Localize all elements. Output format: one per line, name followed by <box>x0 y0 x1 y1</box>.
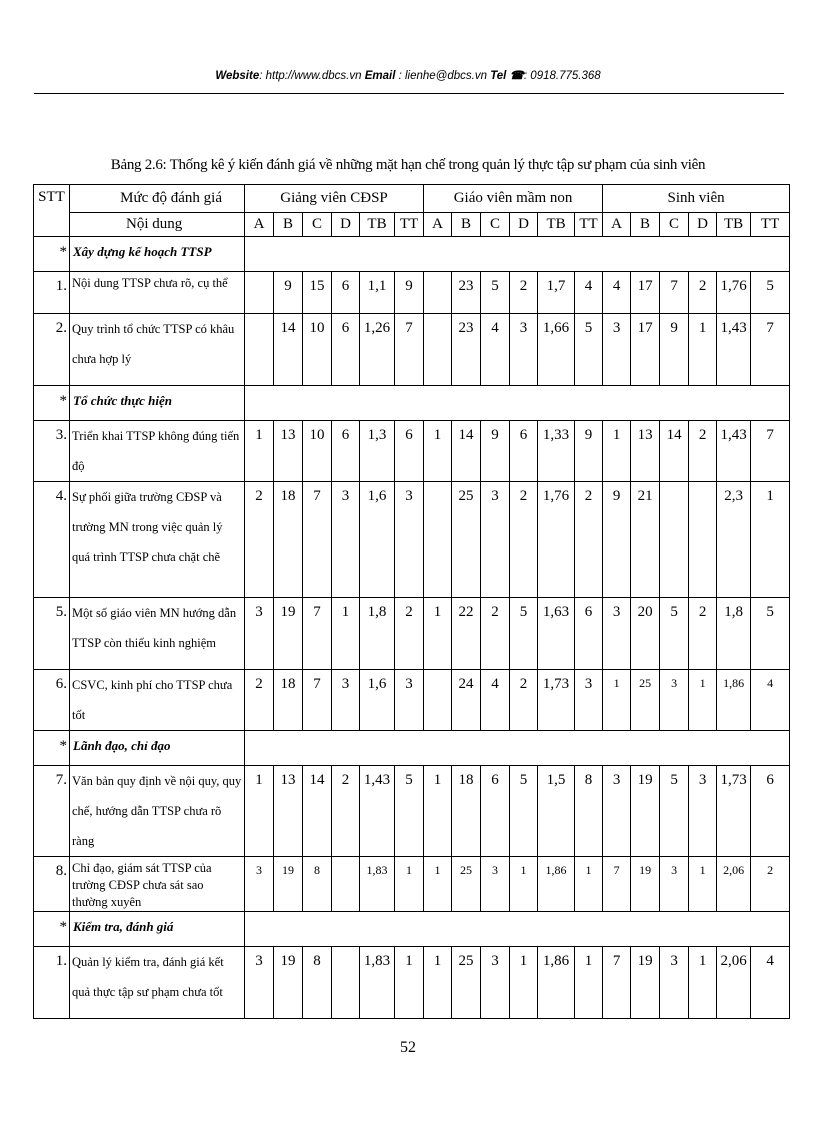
cell-mn: 2 <box>510 670 538 731</box>
cell-mn: 1,5 <box>538 766 575 857</box>
row-content: Quản lý kiểm tra, đánh giá kết quả thực tập sư phạm chưa tốt <box>70 947 245 1019</box>
sub-header: TB <box>717 213 751 237</box>
tel-label: Tel ☎ <box>490 70 524 82</box>
cell-sv: 19 <box>631 857 660 912</box>
cell-gv: 1 <box>245 766 274 857</box>
sub-header: TB <box>360 213 395 237</box>
cell-gv: 6 <box>332 314 360 386</box>
section-row <box>34 237 790 272</box>
cell-mn: 1,86 <box>538 947 575 1019</box>
cell-sv <box>689 482 717 598</box>
table-row <box>34 272 790 314</box>
cell-sv: 2,06 <box>717 857 751 912</box>
cell-sv: 17 <box>631 272 660 314</box>
cell-gv: 1,1 <box>360 272 395 314</box>
cell-sv: 3 <box>603 766 631 857</box>
cell-sv: 5 <box>660 598 689 670</box>
cell-sv: 7 <box>751 421 790 482</box>
cell-gv: 13 <box>274 766 303 857</box>
cell-mn: 1 <box>424 421 452 482</box>
row-content: Một số giáo viên MN hướng dẫn TTSP còn thiếu kinh nghiệm <box>70 598 245 670</box>
cell-mn: 2 <box>510 272 538 314</box>
cell-sv: 1,76 <box>717 272 751 314</box>
cell-gv: 14 <box>274 314 303 386</box>
cell-mn: 22 <box>452 598 481 670</box>
cell-mn: 9 <box>575 421 603 482</box>
cell-sv: 7 <box>660 272 689 314</box>
cell-sv: 1,86 <box>717 670 751 731</box>
cell-sv: 2 <box>689 272 717 314</box>
cell-sv: 7 <box>603 857 631 912</box>
cell-sv: 1 <box>603 421 631 482</box>
cell-gv: 15 <box>303 272 332 314</box>
cell-mn: 25 <box>452 857 481 912</box>
cell-gv: 18 <box>274 482 303 598</box>
cell-mn: 1 <box>424 598 452 670</box>
cell-mn: 3 <box>510 314 538 386</box>
cell-gv: 19 <box>274 857 303 912</box>
sub-header: A <box>245 213 274 237</box>
cell-gv: 18 <box>274 670 303 731</box>
email-address: : lienhe@dbcs.vn <box>398 70 487 82</box>
cell-sv: 3 <box>603 314 631 386</box>
cell-sv: 25 <box>631 670 660 731</box>
sub-header: TT <box>751 213 790 237</box>
cell-mn: 1 <box>510 857 538 912</box>
cell-gv: 3 <box>395 482 424 598</box>
cell-gv: 13 <box>274 421 303 482</box>
cell-gv: 1 <box>395 857 424 912</box>
row-content: Chỉ đạo, giám sát TTSP của trường CĐSP chưa sát sao thường xuyên <box>70 857 245 912</box>
row-content: Sự phối giữa trường CĐSP và trường MN trong việc quản lý quá trình TTSP chưa chặt chẽ <box>70 482 245 598</box>
cell-gv: 1,83 <box>360 857 395 912</box>
sub-header: A <box>603 213 631 237</box>
cell-sv: 5 <box>751 272 790 314</box>
cell-sv: 3 <box>660 857 689 912</box>
section-title: Kiểm tra, đánh giá <box>70 912 245 947</box>
cell-sv: 3 <box>660 670 689 731</box>
sub-header: D <box>510 213 538 237</box>
cell-sv: 3 <box>660 947 689 1019</box>
cell-mn: 1,73 <box>538 670 575 731</box>
cell-sv: 5 <box>751 598 790 670</box>
cell-gv: 6 <box>395 421 424 482</box>
cell-mn: 23 <box>452 272 481 314</box>
cell-sv: 1 <box>689 314 717 386</box>
cell-gv: 3 <box>245 857 274 912</box>
cell-sv: 5 <box>660 766 689 857</box>
page-number: 52 <box>400 1039 416 1056</box>
cell-mn: 8 <box>575 766 603 857</box>
section-row <box>34 386 790 421</box>
cell-sv: 4 <box>603 272 631 314</box>
cell-sv: 4 <box>751 670 790 731</box>
cell-mn <box>424 482 452 598</box>
cell-sv: 19 <box>631 947 660 1019</box>
cell-sv: 6 <box>751 766 790 857</box>
cell-sv: 1 <box>689 670 717 731</box>
cell-gv <box>332 947 360 1019</box>
section-title: Lãnh đạo, chỉ đạo <box>70 731 245 766</box>
cell-sv: 9 <box>660 314 689 386</box>
cell-gv: 6 <box>332 421 360 482</box>
row-number: 4. <box>34 482 70 598</box>
cell-gv: 1,6 <box>360 482 395 598</box>
cell-mn: 4 <box>481 670 510 731</box>
cell-mn: 1,86 <box>538 857 575 912</box>
cell-gv: 9 <box>395 272 424 314</box>
table-row <box>34 421 790 482</box>
table-row <box>34 482 790 598</box>
cell-mn: 1 <box>424 766 452 857</box>
cell-sv <box>660 482 689 598</box>
cell-mn: 4 <box>575 272 603 314</box>
cell-sv: 1 <box>689 947 717 1019</box>
section-marker: * <box>34 237 70 272</box>
section-marker: * <box>34 731 70 766</box>
cell-gv: 3 <box>332 482 360 598</box>
header-stt: STT <box>34 185 70 237</box>
cell-gv: 7 <box>303 670 332 731</box>
header-content: Nội dung <box>70 213 245 237</box>
cell-gv: 6 <box>332 272 360 314</box>
cell-mn: 1 <box>424 857 452 912</box>
cell-sv: 1 <box>689 857 717 912</box>
section-marker: * <box>34 912 70 947</box>
table-caption: Bảng 2.6: Thống kê ý kiến đánh giá về những mặt hạn chế trong quản lý thực tập sư phạm của sinh viên <box>110 157 706 173</box>
section-row <box>34 912 790 947</box>
cell-sv: 19 <box>631 766 660 857</box>
table-row <box>34 598 790 670</box>
evaluation-table <box>33 184 790 1019</box>
cell-mn: 5 <box>481 272 510 314</box>
cell-gv: 1,43 <box>360 766 395 857</box>
page-header <box>0 68 816 82</box>
cell-mn <box>424 314 452 386</box>
cell-gv <box>245 272 274 314</box>
cell-gv: 9 <box>274 272 303 314</box>
cell-gv: 19 <box>274 947 303 1019</box>
cell-mn: 18 <box>452 766 481 857</box>
table-row <box>34 314 790 386</box>
section-row <box>34 731 790 766</box>
row-content: Triển khai TTSP không đúng tiến độ <box>70 421 245 482</box>
cell-mn: 5 <box>510 598 538 670</box>
cell-mn: 24 <box>452 670 481 731</box>
cell-gv: 1,3 <box>360 421 395 482</box>
header-divider <box>34 93 784 94</box>
cell-mn: 5 <box>575 314 603 386</box>
cell-mn: 2 <box>481 598 510 670</box>
cell-gv: 1,8 <box>360 598 395 670</box>
cell-mn: 2 <box>575 482 603 598</box>
cell-mn: 1,7 <box>538 272 575 314</box>
cell-mn: 1 <box>510 947 538 1019</box>
cell-sv: 3 <box>689 766 717 857</box>
cell-gv: 3 <box>245 947 274 1019</box>
cell-gv: 2 <box>395 598 424 670</box>
cell-sv: 17 <box>631 314 660 386</box>
cell-mn: 1,33 <box>538 421 575 482</box>
cell-mn: 3 <box>481 947 510 1019</box>
sub-header: TB <box>538 213 575 237</box>
sub-header: B <box>631 213 660 237</box>
row-number: 5. <box>34 598 70 670</box>
cell-gv <box>332 857 360 912</box>
cell-gv: 1,6 <box>360 670 395 731</box>
cell-mn: 4 <box>481 314 510 386</box>
cell-sv: 2 <box>689 421 717 482</box>
cell-mn <box>424 670 452 731</box>
cell-sv: 14 <box>660 421 689 482</box>
cell-mn: 3 <box>481 857 510 912</box>
cell-gv: 1,83 <box>360 947 395 1019</box>
cell-gv: 7 <box>303 482 332 598</box>
cell-sv: 1,43 <box>717 314 751 386</box>
cell-sv: 1,8 <box>717 598 751 670</box>
section-title: Xây dựng kế hoạch TTSP <box>70 237 245 272</box>
header-row-groups <box>34 185 790 213</box>
cell-gv <box>245 314 274 386</box>
row-number: 2. <box>34 314 70 386</box>
section-title: Tổ chức thực hiện <box>70 386 245 421</box>
cell-mn: 1,66 <box>538 314 575 386</box>
section-filler <box>245 237 790 272</box>
cell-gv: 7 <box>303 598 332 670</box>
cell-sv: 2 <box>751 857 790 912</box>
cell-gv: 10 <box>303 314 332 386</box>
row-number: 6. <box>34 670 70 731</box>
sub-header: B <box>274 213 303 237</box>
cell-gv: 19 <box>274 598 303 670</box>
cell-gv: 10 <box>303 421 332 482</box>
header-row-sub <box>34 213 790 237</box>
header-level: Mức độ đánh giá <box>70 185 245 213</box>
cell-mn: 1,76 <box>538 482 575 598</box>
table-row <box>34 766 790 857</box>
cell-mn: 1,63 <box>538 598 575 670</box>
sub-header: D <box>332 213 360 237</box>
cell-mn: 1 <box>575 947 603 1019</box>
cell-mn: 5 <box>510 766 538 857</box>
cell-gv: 1,26 <box>360 314 395 386</box>
section-filler <box>245 731 790 766</box>
cell-gv: 8 <box>303 947 332 1019</box>
sub-header: TT <box>395 213 424 237</box>
section-filler <box>245 912 790 947</box>
cell-mn <box>424 272 452 314</box>
cell-mn: 25 <box>452 947 481 1019</box>
sub-header: D <box>689 213 717 237</box>
cell-mn: 6 <box>481 766 510 857</box>
cell-mn: 23 <box>452 314 481 386</box>
cell-gv: 7 <box>395 314 424 386</box>
row-number: 1. <box>34 272 70 314</box>
cell-mn: 1 <box>424 947 452 1019</box>
cell-gv: 8 <box>303 857 332 912</box>
cell-gv: 2 <box>245 670 274 731</box>
cell-sv: 13 <box>631 421 660 482</box>
section-marker: * <box>34 386 70 421</box>
sub-header: A <box>424 213 452 237</box>
cell-mn: 3 <box>575 670 603 731</box>
cell-gv: 2 <box>245 482 274 598</box>
cell-mn: 2 <box>510 482 538 598</box>
cell-gv: 3 <box>332 670 360 731</box>
cell-gv: 3 <box>395 670 424 731</box>
cell-sv: 3 <box>603 598 631 670</box>
cell-sv: 7 <box>603 947 631 1019</box>
website-label: Website <box>215 70 260 82</box>
group-header: Sinh viên <box>603 185 790 213</box>
cell-gv: 2 <box>332 766 360 857</box>
cell-sv: 7 <box>751 314 790 386</box>
row-content: Quy trình tổ chức TTSP có khâu chưa hợp lý <box>70 314 245 386</box>
row-content: Văn bản quy định về nội quy, quy chế, hướng dẫn TTSP chưa rõ ràng <box>70 766 245 857</box>
cell-mn: 9 <box>481 421 510 482</box>
table-row <box>34 857 790 912</box>
cell-gv: 14 <box>303 766 332 857</box>
group-header: Giảng viên CĐSP <box>245 185 424 213</box>
row-content: CSVC, kinh phí cho TTSP chưa tốt <box>70 670 245 731</box>
cell-sv: 1,43 <box>717 421 751 482</box>
cell-sv: 2 <box>689 598 717 670</box>
cell-gv: 3 <box>245 598 274 670</box>
sub-header: C <box>660 213 689 237</box>
section-filler <box>245 386 790 421</box>
sub-header: C <box>481 213 510 237</box>
cell-mn: 3 <box>481 482 510 598</box>
cell-sv: 1 <box>751 482 790 598</box>
cell-mn: 6 <box>510 421 538 482</box>
cell-mn: 14 <box>452 421 481 482</box>
cell-mn: 25 <box>452 482 481 598</box>
row-number: 7. <box>34 766 70 857</box>
cell-sv: 2,3 <box>717 482 751 598</box>
cell-sv: 4 <box>751 947 790 1019</box>
table-row <box>34 947 790 1019</box>
cell-mn: 6 <box>575 598 603 670</box>
cell-gv: 5 <box>395 766 424 857</box>
cell-gv: 1 <box>245 421 274 482</box>
row-number: 8. <box>34 857 70 912</box>
tel-number: : 0918.775.368 <box>523 70 601 82</box>
group-header: Giáo viên mầm non <box>424 185 603 213</box>
cell-sv: 1 <box>603 670 631 731</box>
cell-sv: 21 <box>631 482 660 598</box>
sub-header: B <box>452 213 481 237</box>
row-content: Nội dung TTSP chưa rõ, cụ thể <box>70 272 245 314</box>
cell-sv: 1,73 <box>717 766 751 857</box>
cell-sv: 9 <box>603 482 631 598</box>
row-number: 1. <box>34 947 70 1019</box>
sub-header: C <box>303 213 332 237</box>
website-url: : http://www.dbcs.vn <box>259 70 362 82</box>
cell-mn: 1 <box>575 857 603 912</box>
cell-sv: 20 <box>631 598 660 670</box>
cell-gv: 1 <box>395 947 424 1019</box>
cell-sv: 2,06 <box>717 947 751 1019</box>
table-row <box>34 670 790 731</box>
cell-gv: 1 <box>332 598 360 670</box>
row-number: 3. <box>34 421 70 482</box>
sub-header: TT <box>575 213 603 237</box>
email-label: Email <box>364 70 396 82</box>
